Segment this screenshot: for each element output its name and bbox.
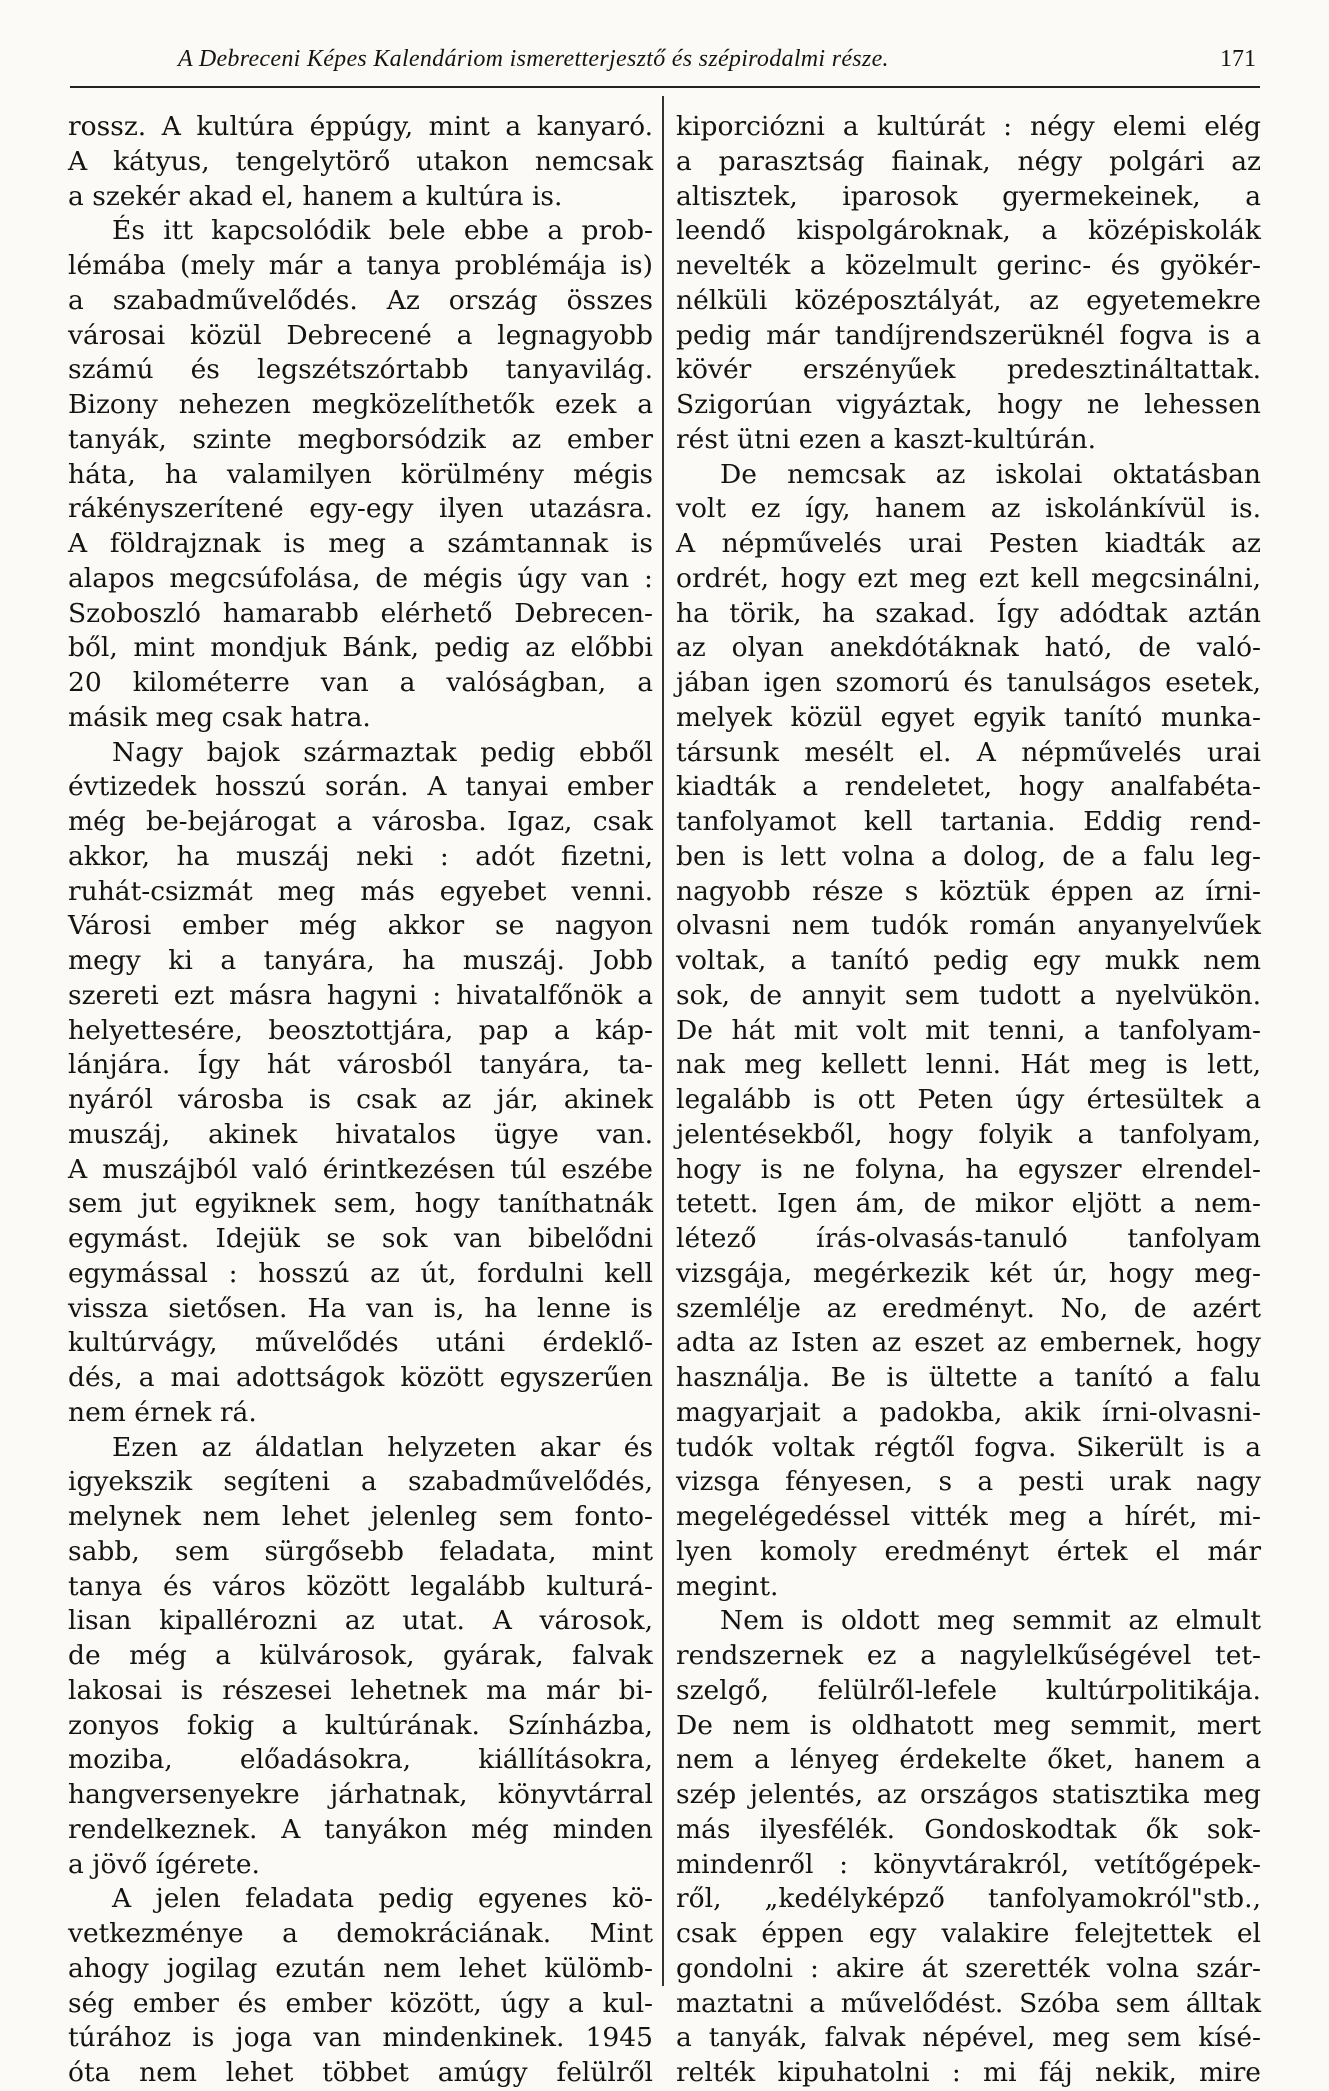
text-line: pedig már tandíjrendszerüknél fogva is a xyxy=(676,319,1261,351)
text-line: olvasni nem tudók román anyanyelvűek xyxy=(676,910,1261,942)
text-line: kiporciózni a kultúrát : négy elemi elég xyxy=(676,111,1261,142)
text-line: A népművelés urai Pesten kiadták az xyxy=(676,528,1261,559)
text-line: nak meg kellett lenni. Hát meg is lett, xyxy=(676,1049,1261,1081)
text-line: vetkezménye a demokráciának. Mint xyxy=(68,1918,653,1949)
text-line: A kátyus, tengelytörő utakon nemcsak xyxy=(68,145,653,177)
text-line: rákényszerítené egy-egy ilyen utazásra. xyxy=(68,493,653,525)
text-line: ség ember és ember között, úgy a kul- xyxy=(68,1987,653,2019)
text-line: csak éppen egy valakire felejtettek el xyxy=(676,1918,1261,1949)
text-line: vizsgája, megérkezik két úr, hogy meg- xyxy=(676,1257,1261,1289)
text-line: melynek nem lehet jelenleg sem fonto- xyxy=(68,1501,653,1532)
text-line: rést ütni ezen a kaszt-kultúrán. xyxy=(676,423,1097,455)
text-line: ből, mint mondjuk Bánk, pedig az előbbi xyxy=(68,632,653,664)
text-line: voltak, a tanító pedig egy mukk nem xyxy=(676,945,1261,976)
text-line: nem érnek rá. xyxy=(68,1396,257,1428)
text-line: évtizedek hosszú során. A tanyai ember xyxy=(68,771,653,803)
text-line: Nem is oldott meg semmit az elmult xyxy=(720,1605,1261,1637)
text-line: És itt kapcsolódik bele ebbe a prob- xyxy=(112,215,653,247)
text-line: de még a külvárosok, gyárak, falvak xyxy=(68,1640,653,1671)
text-line: altisztek, iparosok gyermekeinek, a xyxy=(676,180,1261,212)
text-line: 20 kilométerre van a valóságban, a xyxy=(68,667,653,698)
running-header xyxy=(70,40,1260,88)
left-column xyxy=(68,110,653,2091)
text-line: más ilyesfélék. Gondoskodtak ők sok- xyxy=(676,1813,1261,1845)
text-line: jelentésekből, hogy folyik a tanfolyam, xyxy=(676,1118,1261,1150)
text-line: ről, „kedélyképző tanfolyamokról"stb., xyxy=(676,1883,1261,1915)
text-line: ben is lett volna a dolog, de a falu leg- xyxy=(676,840,1261,872)
text-line: használja. Be is ültette a tanító a falu xyxy=(676,1362,1261,1393)
text-line: háta, ha valamilyen körülmény mégis xyxy=(68,458,653,490)
text-line: megint. xyxy=(676,1570,779,1602)
text-line: szereti ezt másra hagyni : hivatalfőnök a xyxy=(68,979,653,1011)
text-line: muszáj, akinek hivatalos ügye van. xyxy=(68,1118,653,1150)
text-line: az olyan anekdótáknak ható, de való- xyxy=(676,632,1261,664)
column-divider xyxy=(662,96,664,1986)
text-line: rendszernek ez a nagylelkűségével tet- xyxy=(676,1640,1261,1671)
text-line: a parasztság fiainak, négy polgári az xyxy=(676,145,1261,177)
text-line: dés, a mai adottságok között egyszerűen xyxy=(68,1362,653,1393)
text-line: tanfolyamot kell tartania. Eddig rend- xyxy=(676,806,1261,837)
text-line: ahogy jogilag ezután nem lehet külömb- xyxy=(68,1952,653,1984)
text-line: volt ez így, hanem az iskolánkívül is. xyxy=(676,493,1261,525)
text-line: melyek közül egyet egyik tanító munka- xyxy=(676,701,1261,733)
text-line: szemlélje az eredményt. No, de azért xyxy=(676,1292,1261,1324)
text-line: Nagy bajok származtak pedig ebből xyxy=(112,736,653,768)
text-line: vissza sietősen. Ha van is, ha lenne is xyxy=(68,1292,653,1324)
text-line: A jelen feladata pedig egyenes kö- xyxy=(112,1883,653,1915)
running-title: A Debreceni Képes Kalendáriom ismeretterjesztő és szépirodalmi része. xyxy=(178,46,889,72)
text-line: adta az Isten az eszet az embernek, hogy xyxy=(676,1327,1261,1359)
text-line: igyekszik segíteni a szabadművelődés, xyxy=(68,1466,653,1498)
text-line: nem a lényeg érdekelte őket, hanem a xyxy=(676,1744,1261,1776)
text-line: sabb, sem sürgősebb feladata, mint xyxy=(68,1535,653,1567)
text-line: mindenről : könyvtárakról, vetítőgépek- xyxy=(676,1848,1261,1880)
text-line: ordrét, hogy ezt meg ezt kell megcsinálni, xyxy=(676,562,1261,594)
text-line: kultúrvágy, művelődés utáni érdeklő- xyxy=(68,1327,653,1359)
text-line: lánjára. Így hát városból tanyára, ta- xyxy=(68,1049,653,1081)
text-line: vizsga fényesen, s a pesti urak nagy xyxy=(676,1466,1261,1498)
text-line: lakosai is részesei lehetnek ma már bi- xyxy=(68,1674,653,1706)
text-line: sok, de annyit sem tudott a nyelvükön. xyxy=(676,979,1261,1011)
text-line: a tanyák, falvak népével, meg sem kísé- xyxy=(676,2022,1261,2054)
text-line: relték kipuhatolni : mi fáj nekik, mire xyxy=(676,2057,1261,2088)
text-line: moziba, előadásokra, kiállításokra, xyxy=(68,1744,653,1776)
text-line: Ezen az áldatlan helyzeten akar és xyxy=(112,1431,653,1463)
text-line: legalább is ott Peten úgy értesültek a xyxy=(676,1084,1261,1115)
text-line: De hát mit volt mit tenni, a tanfolyam- xyxy=(676,1014,1261,1046)
text-line: másik meg csak hatra. xyxy=(68,701,371,733)
text-line: tudók voltak régtől fogva. Sikerült is a xyxy=(676,1431,1261,1463)
text-line: nyáról városba is csak az jár, akinek xyxy=(68,1084,653,1115)
text-line: létező írás-olvasás-tanuló tanfolyam xyxy=(676,1223,1261,1254)
text-line: A muszájból való érintkezésen túl eszébe xyxy=(68,1153,653,1185)
text-line: alapos megcsúfolása, de mégis úgy van : xyxy=(68,562,653,594)
text-line: Szigorúan vigyáztak, hogy ne lehessen xyxy=(676,389,1261,420)
text-line: rendelkeznek. A tanyákon még minden xyxy=(68,1813,653,1845)
text-line: tanya és város között legalább kulturá- xyxy=(68,1570,653,1602)
text-line: óta nem lehet többet amúgy felülről xyxy=(68,2057,653,2088)
text-line: hogy is ne folyna, ha egyszer elrendel- xyxy=(676,1153,1261,1185)
text-line: leendő kispolgároknak, a középiskolák xyxy=(676,215,1261,247)
text-line: De nem is oldhatott meg semmit, mert xyxy=(676,1709,1261,1741)
text-line: egymást. Idejük se sok van bibelődni xyxy=(68,1223,653,1254)
text-line: ha törik, ha szakad. Így adódtak aztán xyxy=(676,597,1261,629)
text-line: szép jelentés, az országos statisztika meg xyxy=(676,1779,1261,1810)
text-line: nevelték a közelmult gerinc- és gyökér- xyxy=(676,250,1261,281)
text-line: gondolni : akire át szerették volna szár- xyxy=(676,1952,1261,1984)
text-line: számú és legszétszórtabb tanyavilág. xyxy=(68,354,653,386)
text-line: helyettesére, beosztottjára, pap a káp- xyxy=(68,1014,653,1046)
text-line: hangversenyekre járhatnak, könyvtárral xyxy=(68,1779,653,1810)
text-line: egymással : hosszú az út, fordulni kell xyxy=(68,1257,653,1289)
text-line: nagyobb része s köztük éppen az írni- xyxy=(676,875,1261,907)
text-line: Bizony nehezen megközelíthetők ezek a xyxy=(68,389,653,420)
text-line: De nemcsak az iskolai oktatásban xyxy=(720,458,1261,490)
page-number: 171 xyxy=(1220,46,1256,72)
right-column xyxy=(676,110,1261,2091)
text-line: zonyos fokig a kultúrának. Színházba, xyxy=(68,1709,653,1741)
text-line: társunk mesélt el. A népművelés urai xyxy=(676,736,1261,768)
text-line: a szabadművelődés. Az ország összes xyxy=(68,284,653,316)
text-line: magyarjait a padokba, akik írni-olvasni- xyxy=(676,1396,1261,1428)
text-line: túrához is joga van mindenkinek. 1945 xyxy=(68,2022,653,2054)
text-line: rossz. A kultúra éppúgy, mint a kanyaró. xyxy=(68,111,653,142)
text-line: maztatni a művelődést. Szóba sem álltak xyxy=(676,1987,1261,2019)
text-line: Városi ember még akkor se nagyon xyxy=(68,910,653,942)
text-line: még be-bejárogat a városba. Igaz, csak xyxy=(68,806,653,837)
text-line: sem jut egyiknek sem, hogy taníthatnák xyxy=(68,1188,653,1220)
text-line: megy ki a tanyára, ha muszáj. Jobb xyxy=(68,945,653,976)
text-line: nélküli középosztályát, az egyetemekre xyxy=(676,284,1261,316)
text-line: városai közül Debrecené a legnagyobb xyxy=(68,319,653,351)
text-line: lémába (mely már a tanya problémája is) xyxy=(68,250,653,281)
text-line: a jövő ígérete. xyxy=(68,1848,260,1880)
text-line: kiadták a rendeletet, hogy analfabéta- xyxy=(676,771,1261,803)
text-line: A földrajznak is meg a számtannak is xyxy=(68,528,653,559)
text-line: ruhát-csizmát meg más egyebet venni. xyxy=(68,875,653,907)
text-line: a szekér akad el, hanem a kultúra is. xyxy=(68,180,563,212)
text-line: tetett. Igen ám, de mikor eljött a nem- xyxy=(676,1188,1261,1220)
text-line: jában igen szomorú és tanulságos esetek, xyxy=(676,667,1261,698)
text-line: megelégedéssel vitték meg a hírét, mi- xyxy=(676,1501,1261,1532)
text-line: szelgő, felülről-lefele kultúrpolitikája. xyxy=(676,1674,1261,1706)
text-line: akkor, ha muszáj neki : adót fizetni, xyxy=(68,840,653,872)
text-line: Szoboszló hamarabb elérhető Debrecen- xyxy=(68,597,653,629)
text-line: lyen komoly eredményt értek el már xyxy=(676,1535,1261,1567)
text-line: kövér erszényűek predesztináltattak. xyxy=(676,354,1261,386)
text-line: lisan kipallérozni az utat. A városok, xyxy=(68,1605,653,1637)
text-line: tanyák, szinte megborsódzik az ember xyxy=(68,423,653,455)
